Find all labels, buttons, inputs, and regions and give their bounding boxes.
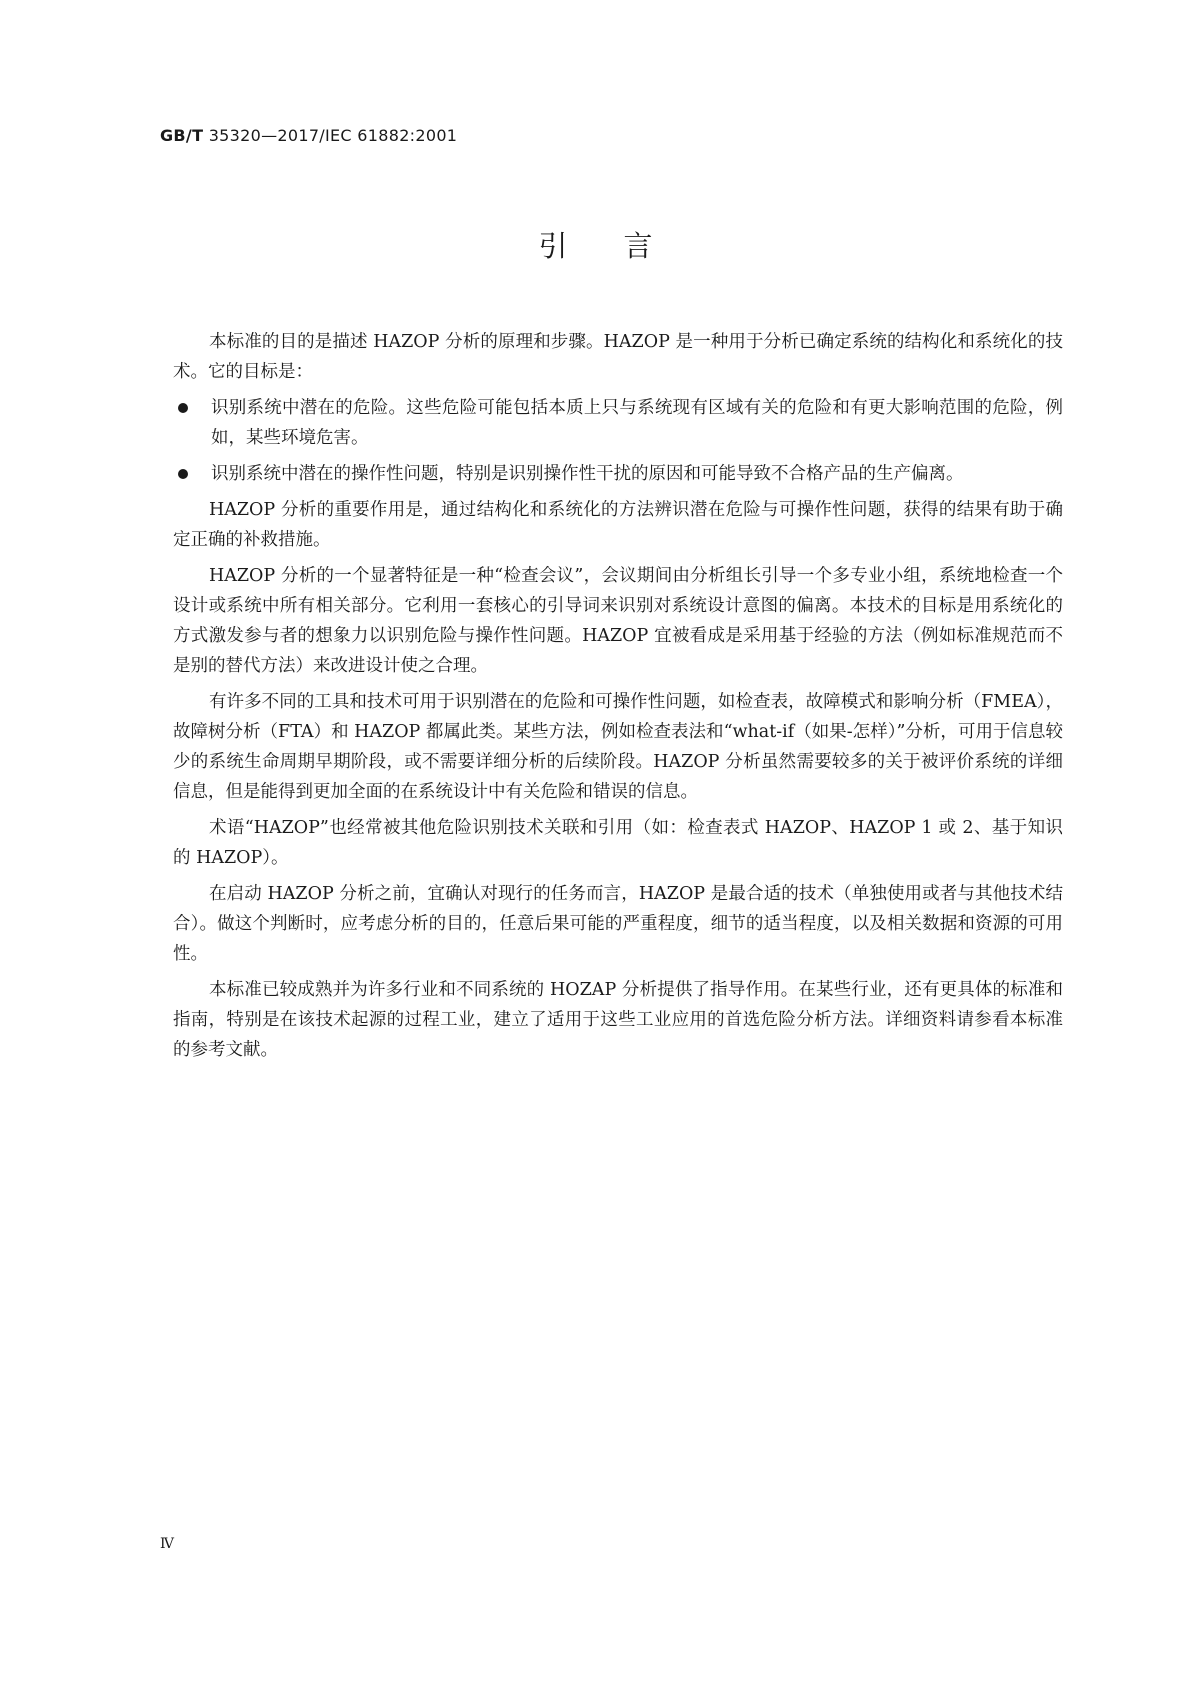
bullet-icon xyxy=(178,469,188,479)
objective-list xyxy=(173,393,1063,489)
body-paragraph: 本标准已较成熟并为许多行业和不同系统的 HOZAP 分析提供了指导作用。在某些行业，还有更具体的标准和指南，特别是在该技术起源的过程工业，建立了适用于这些工业应用的首选危险分析方法。详细资料请参看本标准的参考文献。 xyxy=(173,980,1063,1060)
standard-prefix: GB/T xyxy=(160,126,204,145)
document-body xyxy=(173,327,1063,1071)
page-number: Ⅳ xyxy=(160,1536,174,1552)
body-paragraph: 有许多不同的工具和技术可用于识别潜在的危险和可操作性问题，如检查表，故障模式和影响分析（FMEA），故障树分析（FTA）和 HAZOP 都属此类。某些方法，例如检查表法和“what-if（如果-怎样）”分析，可用于信息较少的系统生命周期早期阶段，或不需要详细分析的后续阶段。HAZOP 分析虽然需要较多的关于被评价系统的详细信息，但是能得到更加全面的在系统设计中有关危险和错误的信息。 xyxy=(173,692,1063,802)
body-paragraph: 在启动 HAZOP 分析之前，宜确认对现行的任务而言，HAZOP 是最合适的技术（单独使用或者与其他技术结合）。做这个判断时，应考虑分析的目的，任意后果可能的严重程度，细节的适当程度，以及相关数据和资源的可用性。 xyxy=(173,884,1063,964)
list-item xyxy=(173,459,1063,489)
bullet-icon xyxy=(178,403,188,413)
body-paragraph: HAZOP 分析的重要作用是，通过结构化和系统化的方法辨识潜在危险与可操作性问题，获得的结果有助于确定正确的补救措施。 xyxy=(173,500,1063,550)
section-title: 引言 xyxy=(538,229,709,263)
intro-paragraph: 本标准的目的是描述 HAZOP 分析的原理和步骤。HAZOP 是一种用于分析已确定系统的结构化和系统化的技术。它的目标是： xyxy=(173,332,1063,382)
body-paragraph: HAZOP 分析的一个显著特征是一种“检查会议”，会议期间由分析组长引导一个多专业小组，系统地检查一个设计或系统中所有相关部分。它利用一套核心的引导词来识别对系统设计意图的偏离。本技术的目标是用系统化的方式激发参与者的想象力以识别危险与操作性问题。HAZOP 宜被看成是采用基于经验的方法（例如标准规范而不是别的替代方法）来改进设计使之合理。 xyxy=(173,566,1063,676)
list-item xyxy=(173,393,1063,453)
list-item-text: 识别系统中潜在的危险。这些危险可能包括本质上只与系统现有区域有关的危险和有更大影响范围的危险，例如，某些环境危害。 xyxy=(211,398,1063,448)
body-paragraph: 术语“HAZOP”也经常被其他危险识别技术关联和引用（如：检查表式 HAZOP、HAZOP 1 或 2、基于知识的 HAZOP）。 xyxy=(173,818,1063,868)
list-item-text: 识别系统中潜在的操作性问题，特别是识别操作性干扰的原因和可能导致不合格产品的生产偏离。 xyxy=(211,464,964,484)
document-header xyxy=(160,126,457,145)
standard-number: 35320—2017/IEC 61882:2001 xyxy=(208,126,458,145)
